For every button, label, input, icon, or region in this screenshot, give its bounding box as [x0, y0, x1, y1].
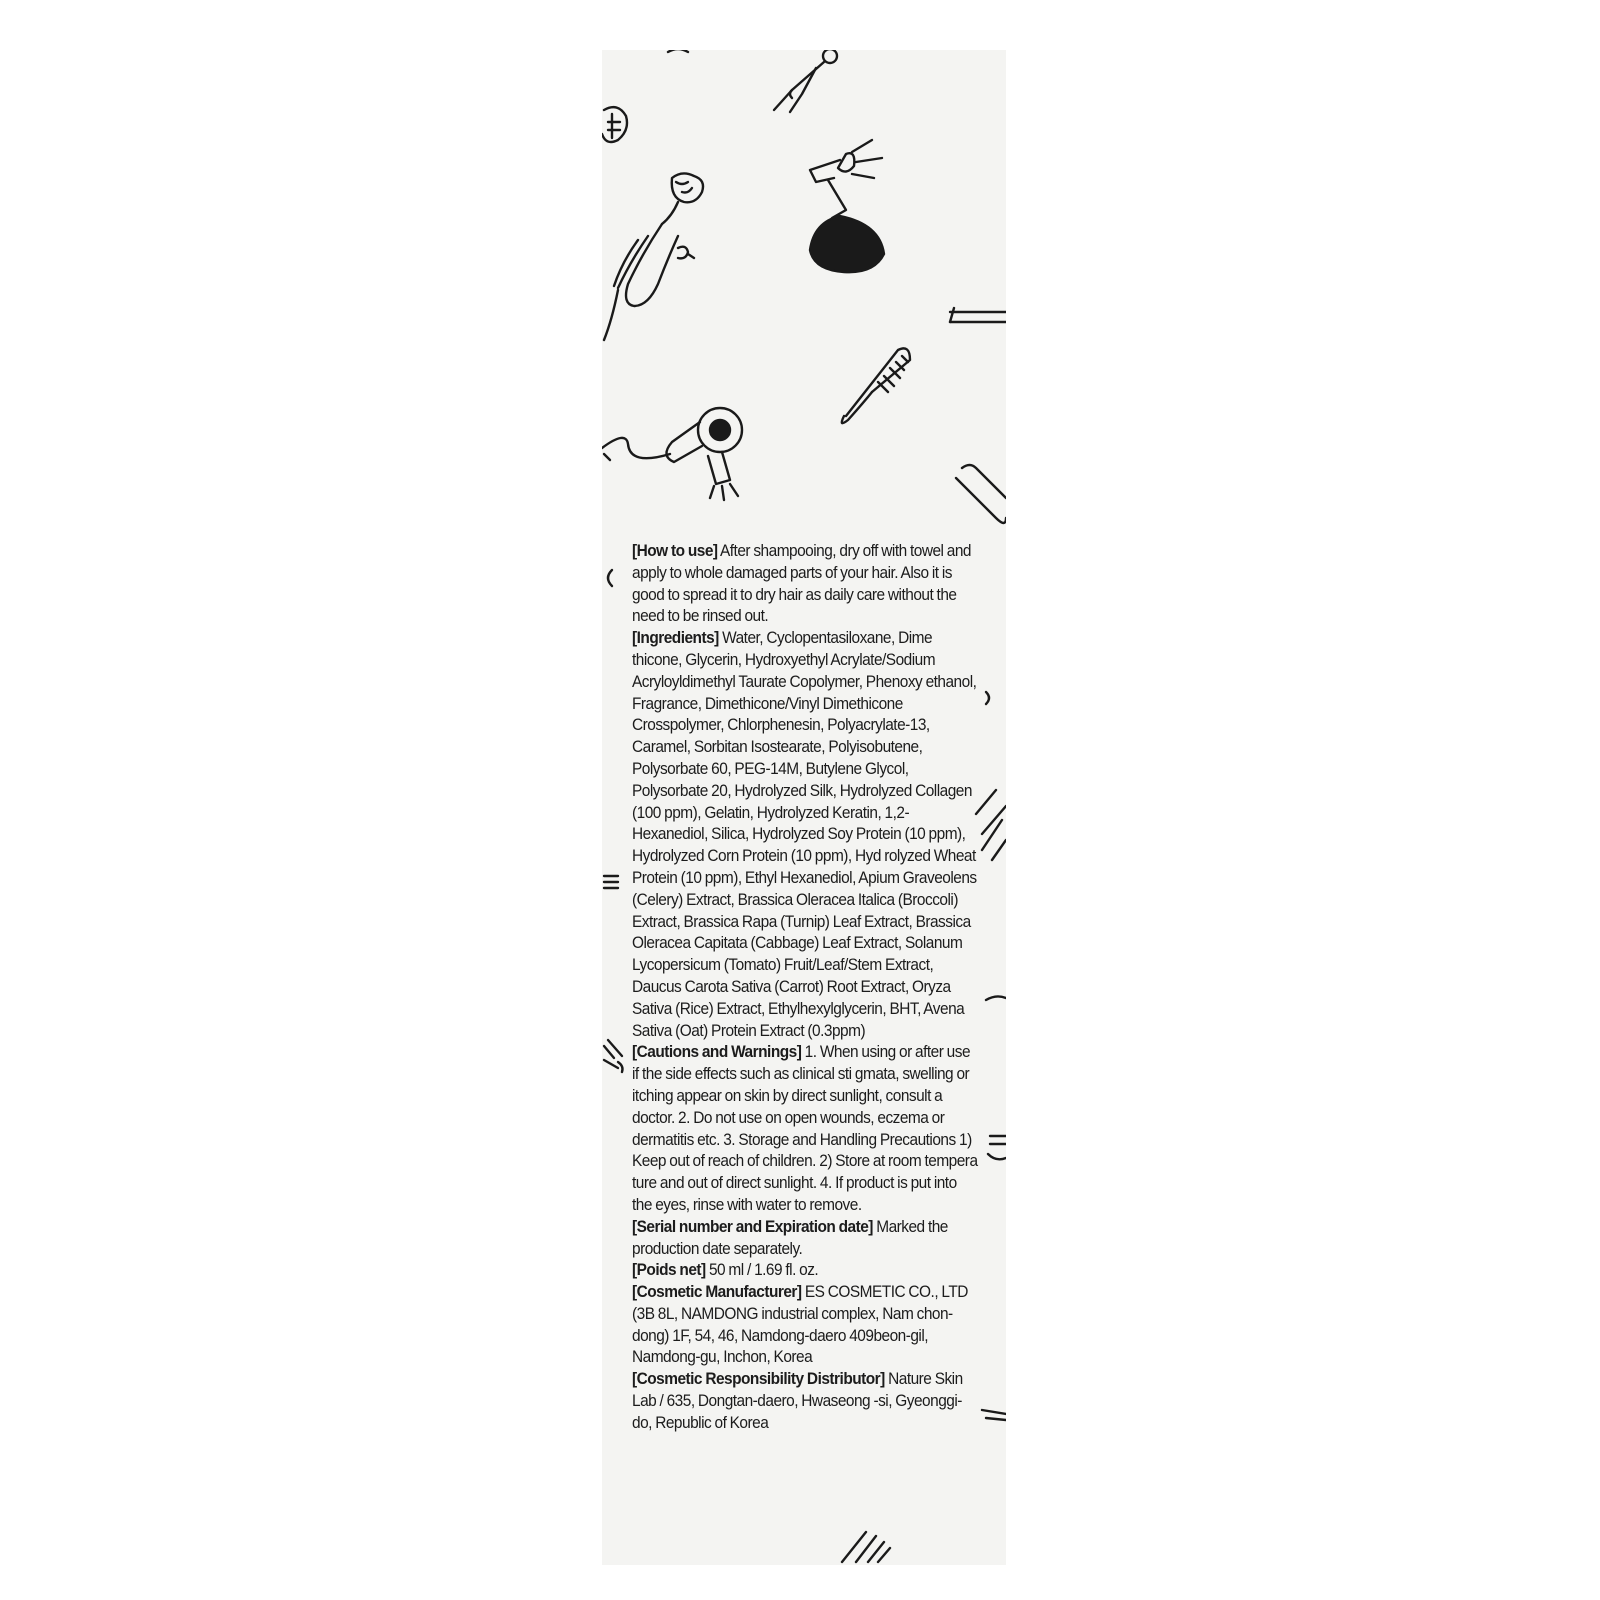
cautions-heading: [Cautions and Warnings]: [632, 1042, 802, 1062]
distributor-section: [632, 1369, 963, 1432]
lines-doodle-icon: [988, 1136, 1006, 1159]
lines-doodle-icon: [604, 876, 618, 888]
brush-icon: [956, 465, 1006, 523]
arc-doodle-icon: [668, 50, 688, 52]
serial-text: Marked the production date separately.: [632, 1216, 948, 1258]
scissors-icon: [774, 50, 837, 112]
hair-clip-icon: [982, 1410, 1006, 1420]
cautions-text: 1. When using or after use if the side effects such as clinical sti gmata, swelling or itching appear on skin by direct sunlight, consult a doctor. 2. Do not use on open wounds, eczema or dermatitis etc. 3. Storage and Handling Precautions 1) Keep out of reach of children. 2) Store at room tempera ture and out of direct sunlight. 4. If product is put into the eyes, rinse with water to remove.: [632, 1042, 978, 1214]
brush-icon: [604, 1040, 623, 1072]
serial-section: [632, 1217, 948, 1258]
ingredients-heading: [Ingredients]: [632, 628, 719, 648]
arc-doodle-icon: [608, 570, 612, 586]
distributor-heading: [Cosmetic Responsibility Distributor]: [632, 1369, 885, 1389]
how-to-use-text: After shampooing, dry off with towel and apply to whole damaged parts of your hair. Also it is good to spread it to dry hair as daily care without the need to be rinsed out.: [632, 541, 971, 626]
product-box-panel: [602, 50, 1006, 1565]
arc-doodle-icon: [986, 996, 1006, 1000]
spray-bottle-icon: [810, 140, 884, 272]
label-text-block: [632, 540, 978, 1434]
ingredients-text: Water, Cyclopentasiloxane, Dime thicone, Glycerin, Hydroxyethyl Acrylate/Sodium Acryloyldimethyl Taurate Copolymer, Phenoxy ethanol, Fragrance, Dimethicone/Vinyl Dimethicone Crosspolymer, Chlorphenesin, Polyacrylate-13, Caramel, Sorbitan Isostearate, Polyisobutene, Polysorbate 60, PEG-14M, Butylene Glycol, Polysorbate 20, Hydrolyzed Silk, Hydrolyzed Collagen (100 ppm), Gelatin, Hydrolyzed Keratin, 1,2-Hexanediol, Silica, Hydrolyzed Soy Protein (10 ppm), Hydrolyzed Corn Protein (10 ppm), Hyd rolyzed Wheat Protein (10 ppm), Ethyl Hexanediol, Apium Graveolens (Celery) Extract, Brassica Oleracea Italica (Broccoli) Extract, Brassica Rapa (Turnip) Leaf Extract, Brassica Oleracea Capitata (Cabbage) Leaf Extract, Solanum Lycopersicum (Tomato) Fruit/Leaf/Stem Extract, Daucus Carota Sativa (Carrot) Root Extract, Oryza Sativa (Rice) Extract, Ethylhexylglycerin, BHT, Avena Sativa (Oat) Protein Extract (0.3ppm): [632, 628, 977, 1040]
brush-icon: [842, 1532, 890, 1562]
hair-dryer-icon: [602, 408, 742, 500]
comb-icon: [842, 348, 910, 423]
net-weight-text: 50 ml / 1.69 fl. oz.: [708, 1260, 819, 1280]
arc-doodle-icon: [986, 692, 989, 704]
brush-icon: [976, 790, 1006, 860]
net-weight-heading: [Poids net]: [632, 1260, 706, 1280]
net-weight-section: [632, 1260, 818, 1279]
strainer-icon: [602, 107, 627, 142]
how-to-use-section: [632, 541, 971, 625]
serial-heading: [Serial number and Expiration date]: [632, 1216, 873, 1236]
manufacturer-text: ES COSMETIC CO., LTD (3B 8L, NAMDONG industrial complex, Nam chon-dong) 1F, 54, 46, Namdong-daero 409beon-gil, Namdong-gu, Inchon, Korea: [632, 1282, 968, 1367]
manufacturer-heading: [Cosmetic Manufacturer]: [632, 1282, 802, 1302]
manufacturer-section: [632, 1282, 968, 1366]
cautions-section: [632, 1042, 978, 1214]
hair-clip-icon: [950, 308, 1006, 322]
distributor-text: Nature Skin Lab / 635, Dongtan-daero, Hwaseong -si, Gyeonggi-do, Republic of Korea: [632, 1369, 963, 1432]
celery-icon: [604, 173, 703, 340]
how-to-use-heading: [How to use]: [632, 541, 718, 560]
ingredients-section: [632, 628, 977, 1039]
